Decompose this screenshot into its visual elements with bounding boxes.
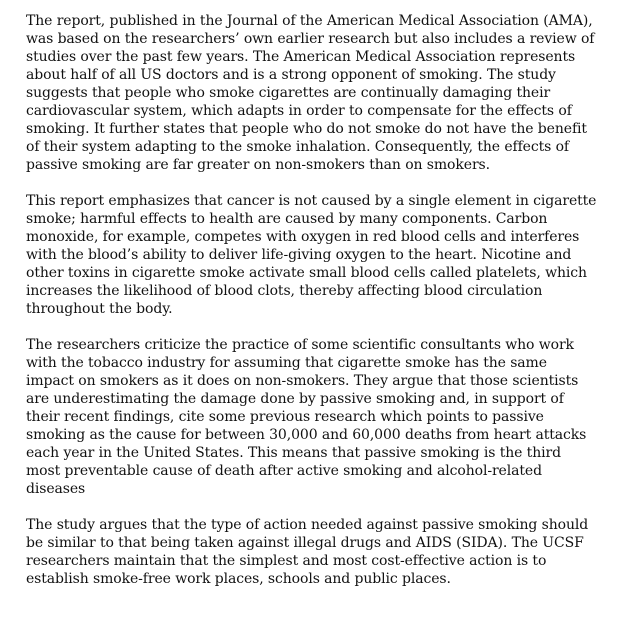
paragraph-1 xyxy=(26,12,626,174)
text-line: with the blood’s ability to deliver life-giving oxygen to the heart. Nicotine and xyxy=(26,247,572,263)
text-line: throughout the body. xyxy=(26,301,173,317)
text-line: cardiovascular system, which adapts in order to compensate for the effects of xyxy=(26,103,572,119)
text-line: with the tobacco industry for assuming that cigarette smoke has the same xyxy=(26,355,547,371)
text-line: This report emphasizes that cancer is not caused by a single element in cigarette xyxy=(26,193,597,209)
text-line: smoking as the cause for between 30,000 and 60,000 deaths from heart attacks xyxy=(26,427,587,443)
document-body xyxy=(26,12,626,606)
text-line: most preventable cause of death after active smoking and alcohol-related xyxy=(26,463,542,479)
text-line: researchers maintain that the simplest and most cost-effective action is to xyxy=(26,553,547,569)
text-line: other toxins in cigarette smoke activate small blood cells called platelets, which xyxy=(26,265,587,281)
text-line: each year in the United States. This means that passive smoking is the third xyxy=(26,445,561,461)
text-line: studies over the past few years. The American Medical Association represents xyxy=(26,49,576,65)
text-line: The study argues that the type of action needed against passive smoking should xyxy=(26,517,589,533)
paragraph-3 xyxy=(26,336,626,498)
text-line: passive smoking are far greater on non-smokers than on smokers. xyxy=(26,157,490,173)
text-line: smoking. It further states that people who do not smoke do not have the benefit xyxy=(26,121,587,137)
text-line: The researchers criticize the practice of some scientific consultants who work xyxy=(26,337,574,353)
text-line: monoxide, for example, competes with oxygen in red blood cells and interferes xyxy=(26,229,580,245)
text-line: smoke; harmful effects to health are caused by many components. Carbon xyxy=(26,211,548,227)
text-line: establish smoke-free work places, schools and public places. xyxy=(26,571,451,587)
text-line: increases the likelihood of blood clots, thereby affecting blood circulation xyxy=(26,283,543,299)
text-line: suggests that people who smoke cigarettes are continually damaging their xyxy=(26,85,551,101)
text-line: was based on the researchers’ own earlier research but also includes a review of xyxy=(26,31,595,47)
text-line: their recent findings, cite some previous research which points to passive xyxy=(26,409,544,425)
text-line: are underestimating the damage done by passive smoking and, in support of xyxy=(26,391,564,407)
text-line: The report, published in the Journal of the American Medical Association (AMA), xyxy=(26,13,593,29)
text-line: about half of all US doctors and is a strong opponent of smoking. The study xyxy=(26,67,556,83)
text-line: impact on smokers as it does on non-smokers. They argue that those scientists xyxy=(26,373,579,389)
paragraph-4 xyxy=(26,516,626,588)
text-line: of their system adapting to the smoke inhalation. Consequently, the effects of xyxy=(26,139,569,155)
paragraph-2 xyxy=(26,192,626,318)
text-line: be similar to that being taken against illegal drugs and AIDS (SIDA). The UCSF xyxy=(26,535,584,551)
text-line: diseases xyxy=(26,481,86,497)
